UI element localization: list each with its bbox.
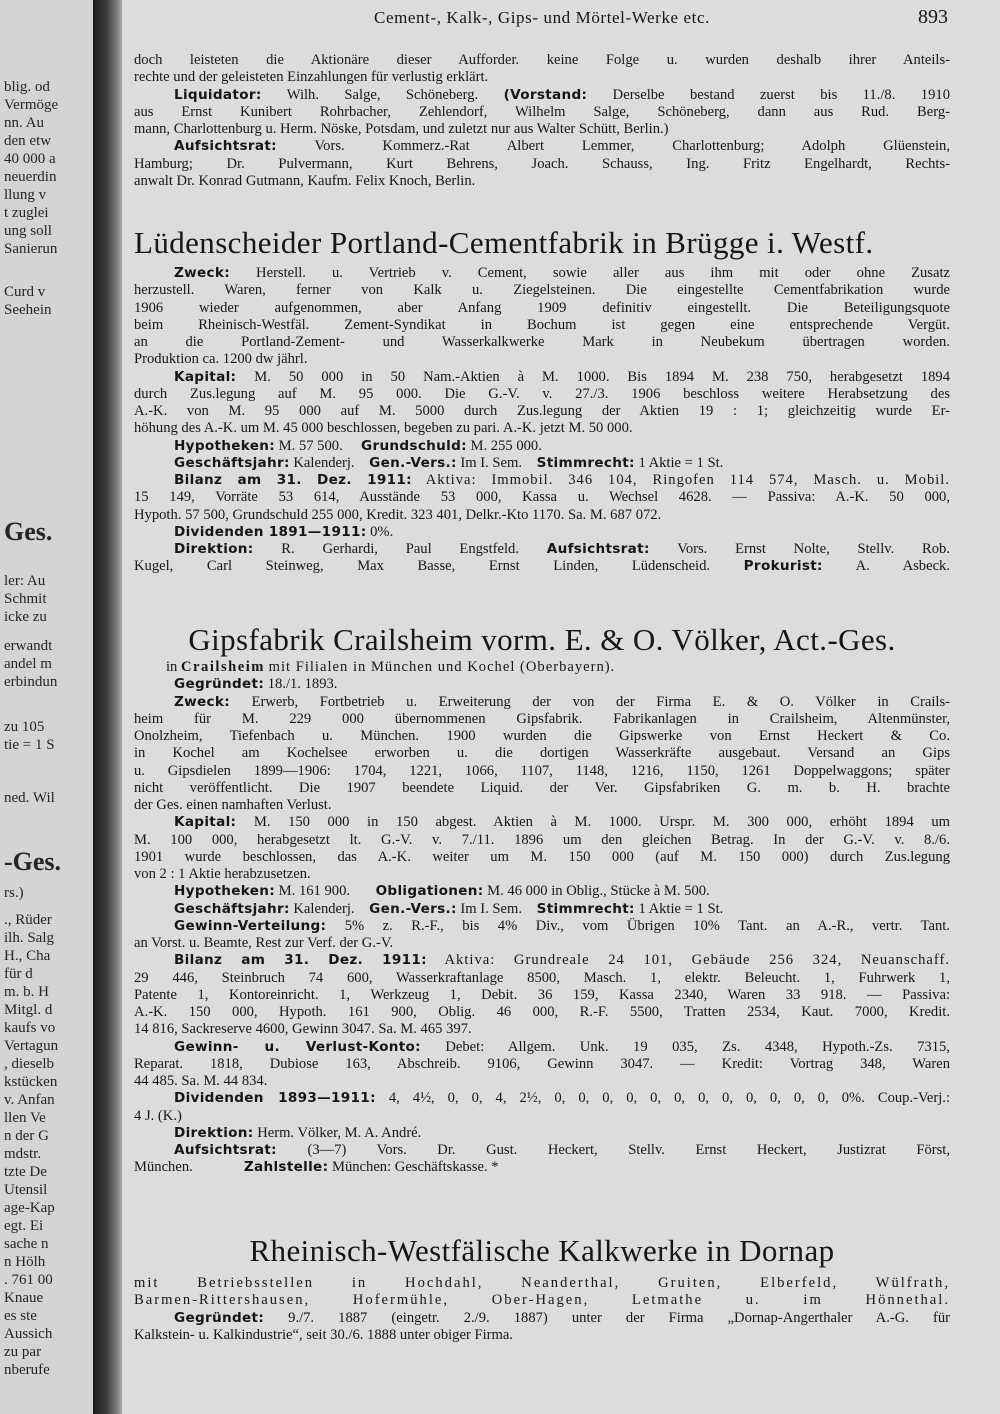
fragment-text: tie = 1 S <box>4 737 55 753</box>
sub-place: Crailsheim <box>181 659 265 675</box>
text-line: mit Betriebsstellen in Hochdahl, Neanderthal, Gruiten, Elberfeld, Wülfrath, <box>134 1275 950 1291</box>
text-line: 14 816, Sackreserve 4600, Gewinn 3047. Sa. M. 465 397. <box>134 1021 472 1038</box>
stimmrecht-text: 1 Aktie = 1 St. <box>638 900 724 917</box>
grundschuld-label: Grundschuld: <box>360 437 467 454</box>
kapital-line <box>134 369 950 386</box>
fragment-text: Seehein <box>4 302 52 318</box>
fragment-text: andel m <box>4 656 52 672</box>
text-line: mann, Charlottenburg u. Herm. Nöske, Potsdam, und zuletzt nur aus Walter Schütt, Berlin.) <box>134 121 669 137</box>
bilanz-text: Aktiva: Immobil. 346 104, Ringofen 114 574, Masch. u. Mobil. <box>425 472 950 488</box>
genvers-label: Gen.-Vers.: <box>369 900 457 917</box>
fragment-text: ler: Au <box>4 573 46 589</box>
company-entry-luedenscheider <box>134 224 950 262</box>
geschaeftsjahr-text: Kalenderj. <box>293 900 355 917</box>
hypotheken-label: Hypotheken: <box>174 437 276 454</box>
dividenden-label: Dividenden 1891—1911: <box>174 523 367 540</box>
dividenden-line <box>134 1090 950 1107</box>
aufsichtsrat-text: (3—7) Vors. Dr. Gust. Heckert, Stellv. Ernst Heckert, Justizrat Först, <box>307 1142 950 1158</box>
aufsichtsrat-label: Aufsichtsrat: <box>546 541 650 557</box>
gegruendet-text: 9./7. 1887 (eingetr. 2./9. 1887) unter der Firma „Dornap-Angerthaler A.-G. für <box>288 1309 950 1326</box>
text-line: heim für M. 229 000 übernommenen Gipsfabrik. Fabrikanlagen in Crailsheim, Altenmünster, <box>134 710 950 727</box>
aufsichtsrat-city: München. <box>134 1159 193 1176</box>
fragment-text: ung soll <box>4 223 52 239</box>
fragment-text: blig. od <box>4 79 50 95</box>
genvers-text: Im I. Sem. <box>460 900 523 917</box>
text-line: Hamburg; Dr. Pulvermann, Kurt Behrens, Joach. Schauss, Ing. Fritz Engelhardt, Rechts- <box>134 155 950 172</box>
zahlstelle-text: München: Geschäftskasse. * <box>331 1159 499 1176</box>
fragment-text: t zuglei <box>4 205 49 221</box>
text-line: Barmen-Rittershausen, Hofermühle, Ober-Hagen, Letmathe u. im Hönnethal. <box>134 1292 950 1309</box>
text-line: Patente 1, Kontoreinricht. 1, Werkzeug 1, Debit. 36 159, Kassa 2340, Waren 33 918. — Passiva: <box>134 986 950 1003</box>
sub-rest: mit Filialen in München und Kochel (Oberbayern). <box>268 659 616 675</box>
obligationen-text: M. 46 000 in Oblig., Stücke à M. 500. <box>487 883 710 900</box>
text-line: durch Zus.legung auf M. 95 000. Die G.-V. v. 27./3. 1906 beschloss weitere Herabsetzung des <box>134 385 950 402</box>
company-heading: Gipsfabrik Crailsheim vorm. E. & O. Völker, Act.-Ges. <box>188 622 896 657</box>
fragment-text: Aussich <box>4 1326 53 1342</box>
aufsichtsrat-text: Vors. Ernst Nolte, Stellv. Rob. <box>677 541 950 557</box>
fragment-text: H., Cha <box>4 948 51 964</box>
geschaeftsjahr-text: Kalenderj. <box>293 454 355 471</box>
fragment-text: den etw <box>4 133 52 149</box>
direktion-label: Direktion: <box>174 1124 254 1141</box>
zweck-label: Zweck: <box>174 265 230 281</box>
fragment-text: Mitgl. d <box>4 1002 53 1018</box>
vorstand-label: (Vorstand: <box>503 86 588 103</box>
gewinnverteilung-line <box>134 918 950 935</box>
liquidator-text: Wilh. Salge, Schöneberg. <box>286 86 479 103</box>
aufsichtsrat-label: Aufsichtsrat: <box>174 138 277 155</box>
direktion-text: R. Gerhardi, Paul Engstfeld. <box>281 541 520 557</box>
company-body-dornap <box>134 1275 950 1344</box>
stimmrecht-label: Stimmrecht: <box>536 454 635 471</box>
aufsichtsrat-label: Aufsichtsrat: <box>174 1142 277 1158</box>
company-body-luedenscheider <box>134 265 950 576</box>
aufsichtsrat-line <box>134 1142 950 1159</box>
company-body-crailsheim <box>134 659 950 1177</box>
geschaeftsjahr-line <box>134 455 950 472</box>
dividenden-label: Dividenden 1893—1911: <box>174 1090 376 1107</box>
text-line: A.-K. 150 000, Hypoth. 161 900, Oblig. 46 000, R.-F. 5500, Tratten 2534, Kaut. 7000, Kredit. <box>134 1004 950 1020</box>
fragment-text: erbindun <box>4 674 58 690</box>
book-gutter <box>93 0 122 1414</box>
bilanz-text: Aktiva: Grundreale 24 101, Gebäude 256 324, Neuanschaff. <box>444 952 950 969</box>
geschaeftsjahr-line <box>134 901 950 918</box>
guv-line <box>134 1039 950 1056</box>
guv-text: Debet: Allgem. Unk. 19 035, Zs. 4348, Hypoth.-Zs. 7315, <box>445 1038 950 1055</box>
aufsichtsrat-line-2 <box>134 558 950 575</box>
fragment-text: age-Kap <box>4 1200 55 1216</box>
fragment-text: zu 105 <box>4 719 45 735</box>
direktion-text: Herm. Völker, M. A. André. <box>257 1124 422 1141</box>
stimmrecht-text: 1 Aktie = 1 St. <box>638 454 724 471</box>
kapital-line <box>134 814 950 831</box>
fragment-text: n der G <box>4 1128 49 1144</box>
fragment-text: ., Rüder <box>4 912 52 928</box>
text-line: der Ges. einen namhaften Verlust. <box>134 797 332 813</box>
kapital-text: M. 50 000 in 50 Nam.-Aktien à M. 1000. Bis 1894 M. 238 750, herabgesetzt 1894 <box>254 368 950 385</box>
fragment-text: Vertagun <box>4 1038 59 1054</box>
fragment-text: tzte De <box>4 1164 47 1180</box>
text-line: doch leisteten die Aktionäre dieser Aufforder. keine Folge u. wurden deshalb ihrer Anteils- <box>134 52 950 68</box>
text-line: u. Gipsdielen 1899—1906: 1704, 1221, 1066, 1107, 1148, 1216, 1150, 1261 Doppelwaggons; später <box>134 762 950 779</box>
zahlstelle-line <box>134 1159 950 1176</box>
gewinnverteilung-text: 5% z. R.-F., bis 4% Div., vom Übrigen 10% Tant. an A.-R., vertr. Tant. <box>344 917 950 934</box>
fragment-text: 40 000 a <box>4 151 56 167</box>
zweck-text: Herstell. u. Vertrieb v. Cement, sowie aller aus ihm mit oder ohne Zusatz <box>256 265 950 281</box>
gegruendet-label: Gegründet: <box>174 676 265 693</box>
company-entry-crailsheim <box>134 621 950 659</box>
gewinnverteilung-label: Gewinn-Verteilung: <box>174 917 327 934</box>
text-line: von 2 : 1 Aktie herabzusetzen. <box>134 866 311 882</box>
prokurist-label: Prokurist: <box>743 558 823 575</box>
text-line: aus Ernst Kunibert Rohrbacher, Zehlendorf, Wilhelm Salge, Schöneberg, dann aus Rud. Berg- <box>134 103 950 120</box>
fragment-text: es ste <box>4 1308 37 1324</box>
kapital-label: Kapital: <box>174 814 237 831</box>
fragment-text: Knaue <box>4 1290 44 1306</box>
fragment-text: Curd v <box>4 284 46 300</box>
geschaeftsjahr-label: Geschäftsjahr: <box>174 454 290 471</box>
fragment-text: llung v <box>4 187 47 203</box>
text-line: nicht veröffentlicht. Die 1907 beendete Liquid. der Ver. Gipsfabriken G. m. b. H. brachte <box>134 779 950 796</box>
zweck-line <box>134 265 950 282</box>
fragment-text: für d <box>4 966 33 982</box>
fragment-text: mdstr. <box>4 1146 42 1162</box>
text-line: 29 446, Steinbruch 74 600, Wasserkraftanlage 8500, Masch. 1, elektr. Beleucht. 1, Fuhrwerk 1, <box>134 969 950 986</box>
fragment-text: icke zu <box>4 609 47 625</box>
fragment-text: egt. Ei <box>4 1218 44 1234</box>
fragment-text: . 761 00 <box>4 1272 53 1288</box>
vorstand-text: Derselbe bestand zuerst bis 11./8. 1910 <box>612 86 950 103</box>
fragment-text: nn. Au <box>4 115 45 131</box>
fragment-text: m. b. H <box>4 984 49 1000</box>
obligationen-label: Obligationen: <box>375 883 484 900</box>
genvers-text: Im I. Sem. <box>460 454 523 471</box>
running-title: Cement-, Kalk-, Gips- und Mörtel-Werke etc. <box>374 8 710 27</box>
hypotheken-label: Hypotheken: <box>174 883 276 900</box>
bilanz-line <box>134 472 950 489</box>
fragment-text: rs.) <box>4 885 24 901</box>
geschaeftsjahr-label: Geschäftsjahr: <box>174 900 290 917</box>
text-line: 4 J. (K.) <box>134 1107 182 1124</box>
fragment-text: erwandt <box>4 638 53 654</box>
fragment-text: Ges. <box>4 517 53 546</box>
text-line: rechte und der geleisteten Einzahlungen für verlustig erklärt. <box>134 69 489 86</box>
hypotheken-line <box>134 438 950 455</box>
prokurist-text: A. Asbeck. <box>855 558 950 575</box>
fragment-text: Sanierun <box>4 241 58 257</box>
fragment-text: n Hölh <box>4 1254 46 1270</box>
hypotheken-text: M. 161 900. <box>278 883 351 900</box>
gegruendet-text: 18./1. 1893. <box>267 676 338 693</box>
fragment-text: kaufs vo <box>4 1020 56 1036</box>
company-heading: Rheinisch-Westfälische Kalkwerke in Dornap <box>249 1233 835 1268</box>
zweck-line <box>134 694 950 711</box>
aufsichtsrat-text-2: Kugel, Carl Steinweg, Max Basse, Ernst Linden, Lüdenscheid. <box>134 558 711 575</box>
text-line: 1906 wieder aufgenommen, aber Anfang 1909 definitiv eingestellt. Die Beteiligungsquote <box>134 299 950 316</box>
running-head <box>134 6 950 30</box>
bilanz-label: Bilanz am 31. Dez. 1911: <box>174 472 412 488</box>
text-line: A.-K. von M. 95 000 auf M. 5000 durch Zus.legung der Aktien 19 : 1; gleichzeitig wurde Er- <box>134 403 950 419</box>
gegruendet-line <box>134 1310 950 1327</box>
text-line: in Kochel am Kochelsee erworben u. die dortigen Wasserkräfte ausgebaut. Versand an Gips <box>134 745 950 762</box>
text-line: anwalt Dr. Konrad Gutmann, Kaufm. Felix Knoch, Berlin. <box>134 172 476 189</box>
genvers-label: Gen.-Vers.: <box>369 454 457 471</box>
text-line: an Vorst. u. Beamte, Rest zur Verf. der G.-V. <box>134 935 394 951</box>
fragment-text: ned. Wil <box>4 790 55 806</box>
dividenden-text: 4, 4½, 0, 0, 4, 2½, 0, 0, 0, 0, 0, 0, 0, 0, 0, 0, 0, 0, 0%. Coup.-Verj.: <box>388 1090 950 1107</box>
kapital-text: M. 150 000 in 150 abgest. Aktien à M. 1000. Urspr. M. 300 000, erhöht 1894 um <box>253 814 950 831</box>
fragment-text: zu par <box>4 1344 42 1360</box>
sub-in: in <box>166 659 178 675</box>
zahlstelle-label: Zahlstelle: <box>243 1159 329 1176</box>
text-line: Hypoth. 57 500, Grundschuld 255 000, Kredit. 323 401, Delkr.-Kto 1170. Sa. M. 687 072. <box>134 506 662 523</box>
gegruendet-label: Gegründet: <box>174 1309 265 1326</box>
adjacent-page-fragment <box>0 0 93 1414</box>
fragment-text: llen Ve <box>4 1110 46 1126</box>
bilanz-line <box>134 952 950 969</box>
text-line: beim Rheinisch-Westfäl. Zement-Syndikat in Bochum ist gegen eine entsprechende Vergüt. <box>134 316 950 333</box>
guv-label: Gewinn- u. Verlust-Konto: <box>174 1038 421 1055</box>
dividenden-line <box>134 524 950 541</box>
main-column <box>134 0 950 1414</box>
fragment-text: ilh. Salg <box>4 930 55 946</box>
text-line: höhung des A.-K. um M. 45 000 beschlossen, begeben zu pari. A.-K. jetzt M. 50 000. <box>134 420 633 437</box>
text-line: Produktion ca. 1200 dw jährl. <box>134 351 308 368</box>
text-line: an die Portland-Zement- und Wasserkalkwerke Mark in Neubekum übertragen worden. <box>134 334 950 350</box>
fragment-text: , dieselb <box>4 1056 54 1072</box>
company-entry-dornap <box>134 1232 950 1270</box>
page-number: 893 <box>918 6 948 28</box>
fragment-text: Utensil <box>4 1182 48 1198</box>
text-line: herzustell. Waren, ferner von Kalk u. Ziegelsteinen. Die eingestellte Cementfabrikation wurde <box>134 282 950 299</box>
fragment-text: v. Anfan <box>4 1092 55 1108</box>
text-line: Kalkstein- u. Kalkindustrie“, seit 30./6. 1888 unter obiger Firma. <box>134 1326 513 1343</box>
intro-section <box>134 52 950 190</box>
grundschuld-text: M. 255 000. <box>470 437 542 454</box>
fragment-text: kstücken <box>4 1074 58 1090</box>
fragment-text: nberufe <box>4 1362 50 1378</box>
direktion-line <box>134 1125 950 1142</box>
liquidator-label: Liquidator: <box>174 86 262 103</box>
hypotheken-text: M. 57 500. <box>278 437 343 454</box>
direktion-line <box>134 541 950 558</box>
text-line: Onolzheim, Tiefenbach u. München. 1900 wurden die Gipswerke von Ernst Heckert & Co. <box>134 728 950 744</box>
direktion-label: Direktion: <box>174 541 254 557</box>
hypotheken-line <box>134 883 950 900</box>
fragment-text: sache n <box>4 1236 49 1252</box>
fragment-text: Schmit <box>4 591 47 607</box>
aufsichtsrat-line <box>134 138 950 155</box>
text-line: 15 149, Vorräte 53 614, Ausstände 53 000, Kassa u. Wechsel 4628. — Passiva: A.-K. 50 000, <box>134 489 950 506</box>
aufsichtsrat-text: Vors. Kommerz.-Rat Albert Lemmer, Charlottenburg; Adolph Glüenstein, <box>314 138 950 155</box>
zweck-text: Erwerb, Fortbetrieb u. Erweiterung der von der Firma E. & O. Völker in Crails- <box>251 693 950 710</box>
dividenden-text: 0%. <box>370 523 394 540</box>
stimmrecht-label: Stimmrecht: <box>536 900 635 917</box>
kapital-label: Kapital: <box>174 368 237 385</box>
liquidator-line <box>134 87 950 104</box>
text-line: M. 100 000, herabgesetzt lt. G.-V. v. 7./11. 1896 um den gleichen Betrag. In der G.-V. v. 8./6. <box>134 831 950 848</box>
fragment-text: neuerdin <box>4 169 57 185</box>
zweck-label: Zweck: <box>174 693 230 710</box>
gegruendet-line <box>134 676 950 693</box>
company-heading: Lüdenscheider Portland-Cementfabrik in Brügge i. Westf. <box>134 225 874 260</box>
text-line: 44 485. Sa. M. 44 834. <box>134 1073 268 1089</box>
fragment-text: -Ges. <box>4 847 62 876</box>
bilanz-label: Bilanz am 31. Dez. 1911: <box>174 952 427 969</box>
company-subtitle <box>134 659 950 676</box>
fragment-text: Vermöge <box>4 97 59 113</box>
text-line: 1901 wurde beschlossen, das A.-K. weiter um M. 150 000 (auf M. 150 000) durch Zus.legung <box>134 848 950 865</box>
text-line: Reparat. 1818, Dubiose 163, Abschreib. 9106, Gewinn 3047. — Kredit: Vortrag 348, Waren <box>134 1055 950 1072</box>
